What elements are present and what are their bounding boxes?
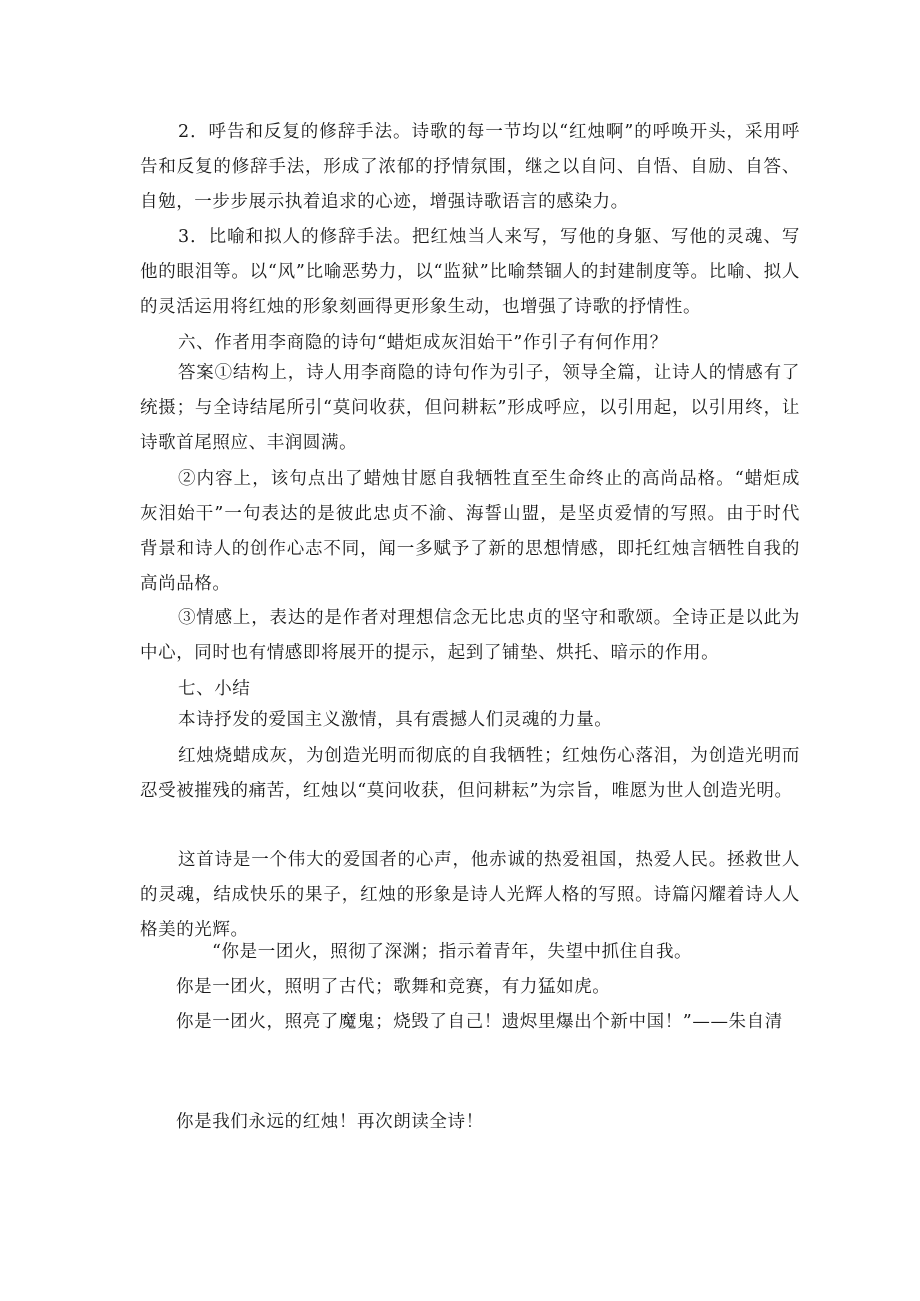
section-heading-six: 六、作者用李商隐的诗句“蜡炬成灰泪始干”作引子有何作用？ xyxy=(178,333,668,353)
section-heading-seven: 七、小结 xyxy=(178,679,251,699)
paragraph-answer-emotion: ③情感上，表达的是作者对理想信念无比忠贞的坚守和歌颂。全诗正是以此为中心，同时也有情感即将展开的提示，起到了铺垫、烘托、暗示的作用。 xyxy=(140,608,800,663)
paragraph-rhetoric-apostrophe: 2．呼告和反复的修辞手法。诗歌的每一节均以“红烛啊”的呼唤开头，采用呼告和反复的修辞手法，形成了浓郁的抒情氛围，继之以自问、自悟、自励、自答、自勉，一步步展示执着追求的心迹，增强诗歌语言的感染力。 xyxy=(140,122,800,212)
quote-line-1: “你是一团火，照彻了深渊；指示着青年，失望中抓住自我。 xyxy=(212,942,693,962)
paragraph-summary-red-candle: 红烛烧蜡成灰，为创造光明而彻底的自我牺牲；红烛伤心落泪，为创造光明而忍受被摧残的痛苦，红烛以“莫问收获，但问耕耘”为宗旨，唯愿为世人创造光明。 xyxy=(140,746,800,801)
quote-line-2: 你是一团火，照明了古代；歌舞和竞赛，有力猛如虎。 xyxy=(176,977,611,997)
closing-line: 你是我们永远的红烛！再次朗读全诗！ xyxy=(176,1112,484,1132)
paragraph-answer-content: ②内容上，该句点出了蜡烛甘愿自我牺牲直至生命终止的高尚品格。“蜡炬成灰泪始干”一句表达的是彼此忠贞不渝、海誓山盟，是坚贞爱情的写照。由于时代背景和诗人的创作心志不同，闻一多赋予了新的思想情感，即托红烛言牺牲自我的高尚品格。 xyxy=(140,469,800,594)
paragraph-summary-patriot: 这首诗是一个伟大的爱国者的心声，他赤诚的热爱祖国，热爱人民。拯救世人的灵魂，结成快乐的果子，红烛的形象是诗人光辉人格的写照。诗篇闪耀着诗人人格美的光辉。 xyxy=(140,850,800,940)
paragraph-rhetoric-metaphor: 3．比喻和拟人的修辞手法。把红烛当人来写，写他的身躯、写他的灵魂、写他的眼泪等。以“风”比喻恶势力，以“监狱”比喻禁锢人的封建制度等。比喻、拟人的灵活运用将红烛的形象刻画得更形象生动，也增强了诗歌的抒情性。 xyxy=(140,227,800,317)
paragraph-answer-structure: 答案①结构上，诗人用李商隐的诗句作为引子，领导全篇，让诗人的情感有了统摄；与全诗结尾所引“莫问收获，但问耕耘”形成呼应，以引用起，以引用终，让诗歌首尾照应、丰润圆满。 xyxy=(140,363,800,453)
quote-line-3: 你是一团火，照亮了魔鬼；烧毁了自己！遗烬里爆出个新中国！”——朱自清 xyxy=(176,1012,783,1032)
paragraph-summary-intro: 本诗抒发的爱国主义激情，具有震撼人们灵魂的力量。 xyxy=(178,710,613,730)
